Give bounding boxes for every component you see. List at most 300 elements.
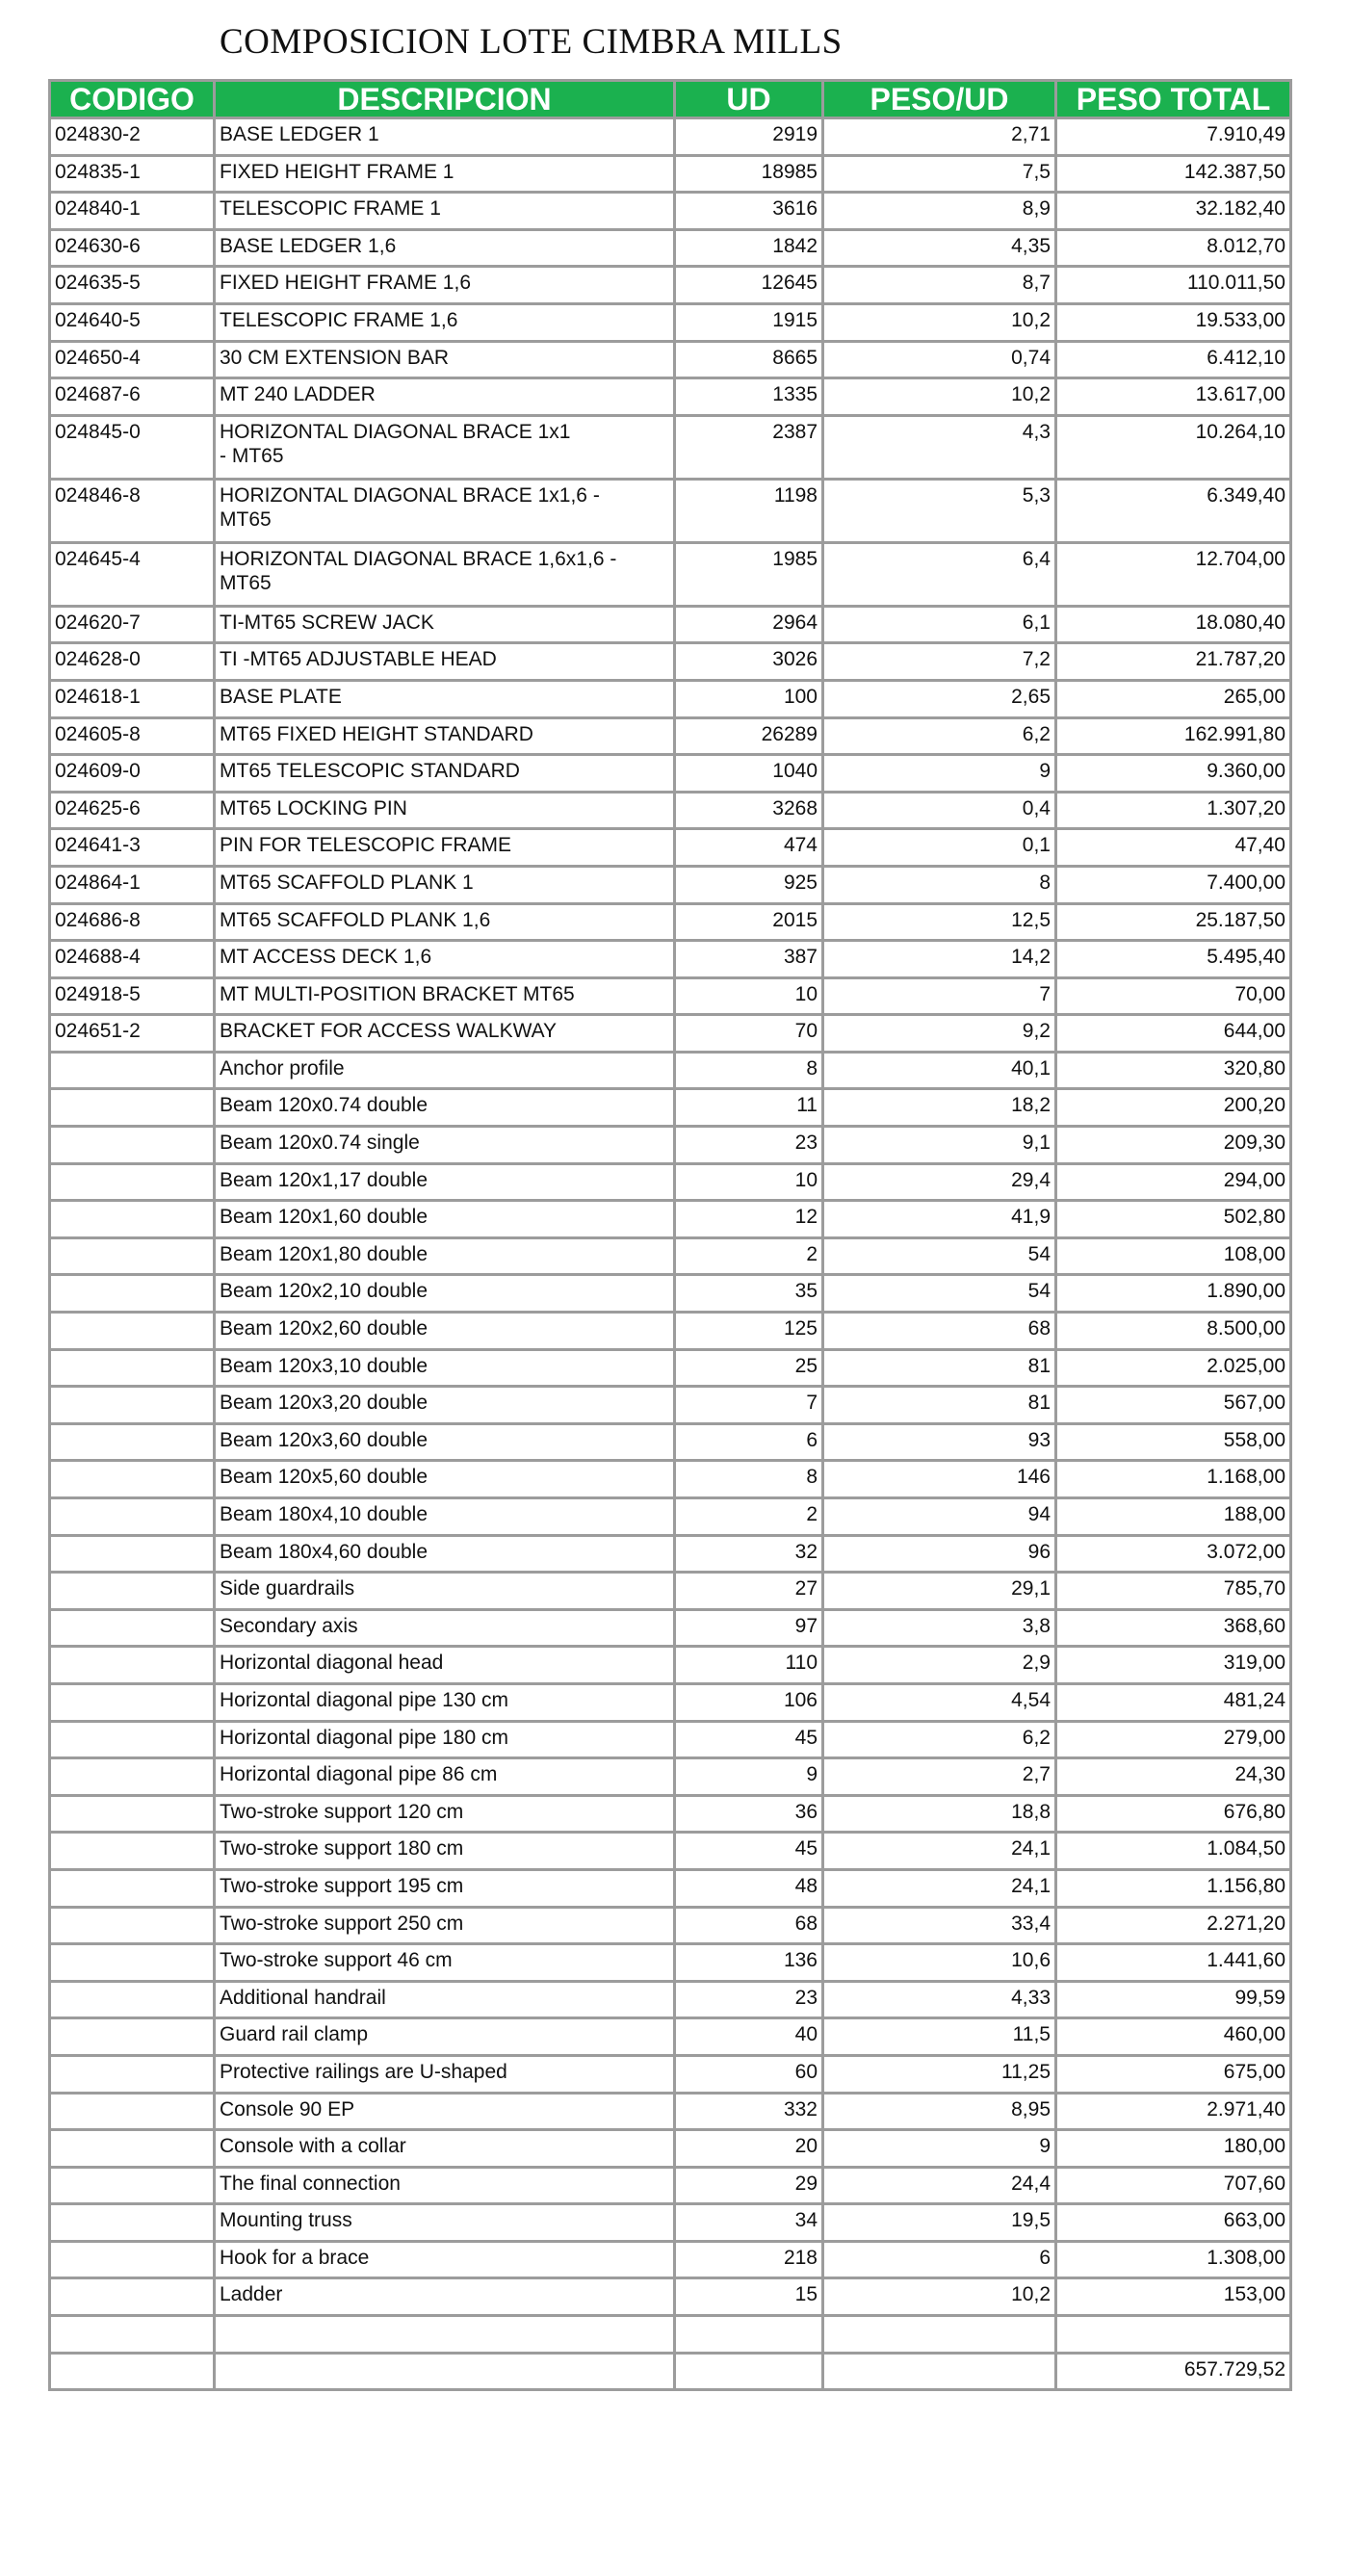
cell-ud: 8665 (676, 343, 821, 377)
cell-descripcion: HORIZONTAL DIAGONAL BRACE 1x1 - MT65 (216, 417, 673, 478)
cell-descripcion: TELESCOPIC FRAME 1 (216, 194, 673, 228)
cell-codigo: 024628-0 (51, 644, 213, 679)
cell-ud: 332 (676, 2095, 821, 2129)
cell-descripcion: Beam 180x4,60 double (216, 1537, 673, 1572)
cell-descripcion: Two-stroke support 180 cm (216, 1834, 673, 1868)
cell-descripcion: Horizontal diagonal head (216, 1648, 673, 1682)
cell-peso-total: 47,40 (1057, 830, 1289, 865)
cell-codigo (51, 2355, 213, 2389)
cell-codigo: 024686-8 (51, 905, 213, 940)
cell-peso-ud: 4,35 (824, 231, 1054, 266)
cell-ud: 6 (676, 1425, 821, 1460)
cell-peso-ud: 7,2 (824, 644, 1054, 679)
table-row (51, 719, 1289, 754)
cell-descripcion: Beam 120x2,10 double (216, 1276, 673, 1311)
cell-peso-ud: 11,25 (824, 2057, 1054, 2092)
cell-descripcion: Beam 120x3,10 double (216, 1351, 673, 1386)
cell-descripcion: Anchor profile (216, 1054, 673, 1088)
cell-ud: 1040 (676, 756, 821, 791)
cell-peso-total: 1.156,80 (1057, 1871, 1289, 1906)
cell-peso-ud: 4,54 (824, 1685, 1054, 1720)
cell-ud: 9 (676, 1759, 821, 1794)
cell-peso-total: 209,30 (1057, 1128, 1289, 1162)
cell-descripcion: Two-stroke support 46 cm (216, 1945, 673, 1980)
table-row (51, 2169, 1289, 2203)
cell-peso-ud: 24,1 (824, 1871, 1054, 1906)
cell-peso-ud: 2,65 (824, 682, 1054, 716)
cell-peso-total: 6.412,10 (1057, 343, 1289, 377)
cell-ud: 45 (676, 1723, 821, 1757)
cell-ud: 35 (676, 1276, 821, 1311)
cell-ud: 136 (676, 1945, 821, 1980)
cell-descripcion: HORIZONTAL DIAGONAL BRACE 1,6x1,6 - MT65 (216, 544, 673, 605)
cell-peso-total: 12.704,00 (1057, 544, 1289, 605)
cell-peso-total: 5.495,40 (1057, 942, 1289, 976)
cell-descripcion: Secondary axis (216, 1611, 673, 1646)
cell-codigo: 024688-4 (51, 942, 213, 976)
table-row (51, 1054, 1289, 1088)
table-row (51, 2131, 1289, 2166)
cell-codigo (51, 1165, 213, 1200)
cell-ud: 26289 (676, 719, 821, 754)
cell-ud: 23 (676, 1128, 821, 1162)
cell-peso-ud: 6,2 (824, 1723, 1054, 1757)
cell-peso-total: 7.910,49 (1057, 119, 1289, 154)
table-row (51, 2279, 1289, 2314)
cell-peso-total: 481,24 (1057, 1685, 1289, 1720)
cell-ud: 1915 (676, 305, 821, 340)
cell-peso-total: 32.182,40 (1057, 194, 1289, 228)
cell-peso-total: 6.349,40 (1057, 481, 1289, 541)
cell-peso-ud: 81 (824, 1388, 1054, 1422)
cell-codigo: 024651-2 (51, 1016, 213, 1051)
cell-peso-ud: 18,8 (824, 1797, 1054, 1832)
cell-codigo (51, 1574, 213, 1608)
cell-ud: 7 (676, 1388, 821, 1422)
cell-ud: 10 (676, 1165, 821, 1200)
cell-peso-ud: 146 (824, 1462, 1054, 1496)
table-row (51, 343, 1289, 377)
table-body (51, 119, 1289, 2388)
cell-peso-ud: 3,8 (824, 1611, 1054, 1646)
cell-ud: 32 (676, 1537, 821, 1572)
cell-peso-ud: 7 (824, 979, 1054, 1014)
cell-descripcion: Horizontal diagonal pipe 130 cm (216, 1685, 673, 1720)
cell-descripcion: Protective railings are U-shaped (216, 2057, 673, 2092)
cell-codigo: 024630-6 (51, 231, 213, 266)
table-row (51, 2205, 1289, 2240)
cell-peso-total: 180,00 (1057, 2131, 1289, 2166)
cell-peso-total: 279,00 (1057, 1723, 1289, 1757)
cell-descripcion: BASE PLATE (216, 682, 673, 716)
table-row (51, 1388, 1289, 1422)
cell-ud: 8 (676, 1054, 821, 1088)
table-row (51, 1574, 1289, 1608)
cell-peso-ud: 18,2 (824, 1090, 1054, 1125)
table-row (51, 1090, 1289, 1125)
table-row (51, 119, 1289, 154)
cell-peso-ud: 24,1 (824, 1834, 1054, 1868)
table-row (51, 1351, 1289, 1386)
cell-peso-ud: 8 (824, 868, 1054, 902)
table-row (51, 544, 1289, 605)
cell-peso-total: 1.084,50 (1057, 1834, 1289, 1868)
cell-peso-total: 153,00 (1057, 2279, 1289, 2314)
cell-peso-total: 2.971,40 (1057, 2095, 1289, 2129)
cell-peso-total: 2.025,00 (1057, 1351, 1289, 1386)
cell-descripcion: HORIZONTAL DIAGONAL BRACE 1x1,6 - MT65 (216, 481, 673, 541)
table-row (51, 1983, 1289, 2017)
cell-peso-total: 162.991,80 (1057, 719, 1289, 754)
cell-peso-ud: 10,6 (824, 1945, 1054, 1980)
header-peso-ud: PESO/UD (824, 82, 1054, 117)
table-row (51, 157, 1289, 192)
table-row (51, 1648, 1289, 1682)
cell-descripcion: TI -MT65 ADJUSTABLE HEAD (216, 644, 673, 679)
cell-descripcion: Beam 120x1,80 double (216, 1239, 673, 1274)
cell-ud: 100 (676, 682, 821, 716)
cell-peso-total: 676,80 (1057, 1797, 1289, 1832)
cell-descripcion: BASE LEDGER 1,6 (216, 231, 673, 266)
cell-ud: 3616 (676, 194, 821, 228)
table-row (51, 1128, 1289, 1162)
cell-ud: 8 (676, 1462, 821, 1496)
table-row (51, 1611, 1289, 1646)
cell-codigo (51, 1090, 213, 1125)
cell-ud: 60 (676, 2057, 821, 2092)
cell-descripcion: Beam 120x0.74 double (216, 1090, 673, 1125)
table-row (51, 979, 1289, 1014)
cell-codigo (51, 2057, 213, 2092)
cell-peso-total: 294,00 (1057, 1165, 1289, 1200)
cell-peso-total: 3.072,00 (1057, 1537, 1289, 1572)
table-row (51, 756, 1289, 791)
cell-codigo (51, 2279, 213, 2314)
cell-peso-ud: 11,5 (824, 2019, 1054, 2054)
cell-descripcion: Two-stroke support 120 cm (216, 1797, 673, 1832)
table-row (51, 794, 1289, 828)
table-row (51, 417, 1289, 478)
cell-peso-ud: 10,2 (824, 2279, 1054, 2314)
cell-descripcion: TELESCOPIC FRAME 1,6 (216, 305, 673, 340)
cell-peso-ud: 8,7 (824, 268, 1054, 302)
cell-codigo: 024625-6 (51, 794, 213, 828)
cell-codigo (51, 1945, 213, 1980)
cell-peso-total: 21.787,20 (1057, 644, 1289, 679)
cell-peso-ud: 8,95 (824, 2095, 1054, 2129)
header-row (51, 82, 1289, 117)
cell-descripcion: Beam 120x2,60 double (216, 1314, 673, 1348)
cell-peso-total: 24,30 (1057, 1759, 1289, 1794)
cell-descripcion: Two-stroke support 250 cm (216, 1909, 673, 1943)
cell-peso-total: 675,00 (1057, 2057, 1289, 2092)
cell-ud: 15 (676, 2279, 821, 2314)
cell-peso-ud: 4,33 (824, 1983, 1054, 2017)
cell-ud: 70 (676, 1016, 821, 1051)
cell-peso-total: 265,00 (1057, 682, 1289, 716)
cell-codigo (51, 1239, 213, 1274)
cell-peso-ud: 5,3 (824, 481, 1054, 541)
cell-peso-total: 1.308,00 (1057, 2243, 1289, 2277)
cell-ud: 3026 (676, 644, 821, 679)
cell-peso-total: 8.012,70 (1057, 231, 1289, 266)
cell-descripcion: Side guardrails (216, 1574, 673, 1608)
cell-descripcion: Guard rail clamp (216, 2019, 673, 2054)
cell-peso-ud: 54 (824, 1276, 1054, 1311)
cell-ud: 2015 (676, 905, 821, 940)
cell-ud: 3268 (676, 794, 821, 828)
cell-peso-total: 567,00 (1057, 1388, 1289, 1422)
table-row (51, 231, 1289, 266)
cell-descripcion: BRACKET FOR ACCESS WALKWAY (216, 1016, 673, 1051)
cell-ud: 45 (676, 1834, 821, 1868)
cell-ud: 29 (676, 2169, 821, 2203)
cell-peso-ud: 24,4 (824, 2169, 1054, 2203)
table-row (51, 268, 1289, 302)
cell-codigo: 024830-2 (51, 119, 213, 154)
header-descripcion: DESCRIPCION (216, 82, 673, 117)
cell-descripcion: Two-stroke support 195 cm (216, 1871, 673, 1906)
table-row (51, 1276, 1289, 1311)
cell-descripcion: MT 240 LADDER (216, 379, 673, 414)
table-row (51, 1016, 1289, 1051)
cell-peso-ud: 96 (824, 1537, 1054, 1572)
cell-codigo (51, 1351, 213, 1386)
cell-descripcion: Beam 180x4,10 double (216, 1499, 673, 1534)
cell-peso-ud: 6 (824, 2243, 1054, 2277)
cell-codigo (51, 1797, 213, 1832)
cell-descripcion: Beam 120x5,60 double (216, 1462, 673, 1496)
cell-codigo (51, 1462, 213, 1496)
table-row (51, 1537, 1289, 1572)
cell-codigo (51, 1202, 213, 1236)
cell-ud: 2964 (676, 608, 821, 642)
cell-codigo (51, 1425, 213, 1460)
cell-peso-ud: 0,4 (824, 794, 1054, 828)
cell-ud: 27 (676, 1574, 821, 1608)
cell-descripcion: MT MULTI-POSITION BRACKET MT65 (216, 979, 673, 1014)
cell-peso-total: 13.617,00 (1057, 379, 1289, 414)
cell-peso-ud: 14,2 (824, 942, 1054, 976)
cell-ud: 2 (676, 1499, 821, 1534)
page-title: COMPOSICION LOTE CIMBRA MILLS (220, 22, 843, 62)
cell-peso-ud: 2,71 (824, 119, 1054, 154)
cell-peso-ud (824, 2355, 1054, 2389)
cell-codigo (51, 2317, 213, 2352)
cell-ud: 18985 (676, 157, 821, 192)
cell-peso-total: 9.360,00 (1057, 756, 1289, 791)
cell-codigo: 024864-1 (51, 868, 213, 902)
cell-peso-ud: 10,2 (824, 379, 1054, 414)
cell-peso-total: 70,00 (1057, 979, 1289, 1014)
cell-ud: 25 (676, 1351, 821, 1386)
cell-codigo: 024835-1 (51, 157, 213, 192)
cell-codigo: 024687-6 (51, 379, 213, 414)
cell-ud: 2 (676, 1239, 821, 1274)
cell-peso-total: 368,60 (1057, 1611, 1289, 1646)
cell-descripcion: Ladder (216, 2279, 673, 2314)
table-row (51, 1239, 1289, 1274)
cell-peso-ud: 9 (824, 2131, 1054, 2166)
cell-descripcion: Console with a collar (216, 2131, 673, 2166)
table-row (51, 868, 1289, 902)
cell-peso-ud: 9 (824, 756, 1054, 791)
table-row (51, 2019, 1289, 2054)
cell-descripcion: PIN FOR TELESCOPIC FRAME (216, 830, 673, 865)
cell-peso-total: 644,00 (1057, 1016, 1289, 1051)
cell-peso-ud: 33,4 (824, 1909, 1054, 1943)
cell-codigo (51, 1314, 213, 1348)
cell-descripcion: Beam 120x1,17 double (216, 1165, 673, 1200)
cell-peso-total: 188,00 (1057, 1499, 1289, 1534)
cell-codigo (51, 2243, 213, 2277)
cell-codigo (51, 1871, 213, 1906)
cell-peso-ud: 9,1 (824, 1128, 1054, 1162)
cell-descripcion: MT65 SCAFFOLD PLANK 1 (216, 868, 673, 902)
cell-descripcion: Mounting truss (216, 2205, 673, 2240)
cell-codigo: 024645-4 (51, 544, 213, 605)
cell-codigo: 024609-0 (51, 756, 213, 791)
cell-descripcion: The final connection (216, 2169, 673, 2203)
cell-peso-ud: 0,74 (824, 343, 1054, 377)
cell-peso-ud: 6,1 (824, 608, 1054, 642)
table-row (51, 1723, 1289, 1757)
cell-codigo (51, 1834, 213, 1868)
cell-codigo: 024641-3 (51, 830, 213, 865)
cell-ud: 1335 (676, 379, 821, 414)
cell-descripcion: Beam 120x3,20 double (216, 1388, 673, 1422)
cell-peso-total: 707,60 (1057, 2169, 1289, 2203)
cell-ud: 387 (676, 942, 821, 976)
cell-ud: 218 (676, 2243, 821, 2277)
cell-peso-ud: 2,7 (824, 1759, 1054, 1794)
cell-peso-total: 1.168,00 (1057, 1462, 1289, 1496)
cell-ud (676, 2355, 821, 2389)
table-row (51, 379, 1289, 414)
cell-descripcion: MT ACCESS DECK 1,6 (216, 942, 673, 976)
cell-descripcion: Additional handrail (216, 1983, 673, 2017)
cell-ud: 1985 (676, 544, 821, 605)
cell-descripcion: Horizontal diagonal pipe 180 cm (216, 1723, 673, 1757)
cell-peso-total: 1.307,20 (1057, 794, 1289, 828)
table-row (51, 905, 1289, 940)
cell-peso-ud: 94 (824, 1499, 1054, 1534)
cell-ud: 10 (676, 979, 821, 1014)
cell-descripcion: Hook for a brace (216, 2243, 673, 2277)
cell-peso-ud: 68 (824, 1314, 1054, 1348)
cell-peso-ud (824, 2317, 1054, 2352)
cell-peso-total: 663,00 (1057, 2205, 1289, 2240)
cell-ud: 110 (676, 1648, 821, 1682)
cell-descripcion: 30 CM EXTENSION BAR (216, 343, 673, 377)
table-row (51, 1425, 1289, 1460)
cell-codigo: 024650-4 (51, 343, 213, 377)
cell-codigo: 024640-5 (51, 305, 213, 340)
table-row (51, 1202, 1289, 1236)
cell-codigo (51, 1499, 213, 1534)
cell-ud (676, 2317, 821, 2352)
cell-ud: 1198 (676, 481, 821, 541)
table-row (51, 830, 1289, 865)
cell-peso-ud: 0,1 (824, 830, 1054, 865)
cell-ud: 36 (676, 1797, 821, 1832)
cell-peso-total: 1.441,60 (1057, 1945, 1289, 1980)
header-codigo: CODIGO (51, 82, 213, 117)
cell-ud: 2919 (676, 119, 821, 154)
header-ud: UD (676, 82, 821, 117)
table-row (51, 942, 1289, 976)
cell-descripcion (216, 2355, 673, 2389)
cell-peso-total: 142.387,50 (1057, 157, 1289, 192)
cell-codigo: 024605-8 (51, 719, 213, 754)
cell-codigo (51, 2131, 213, 2166)
table-row (51, 644, 1289, 679)
cell-peso-total: 657.729,52 (1057, 2355, 1289, 2389)
cell-peso-ud: 93 (824, 1425, 1054, 1460)
cell-peso-total: 110.011,50 (1057, 268, 1289, 302)
table-row (51, 1685, 1289, 1720)
cell-peso-total: 19.533,00 (1057, 305, 1289, 340)
cell-ud: 68 (676, 1909, 821, 1943)
cell-codigo (51, 1388, 213, 1422)
cell-peso-total (1057, 2317, 1289, 2352)
cell-peso-total: 25.187,50 (1057, 905, 1289, 940)
cell-peso-total: 200,20 (1057, 1090, 1289, 1125)
cell-codigo (51, 1909, 213, 1943)
cell-codigo: 024846-8 (51, 481, 213, 541)
cell-codigo (51, 1648, 213, 1682)
cell-ud: 11 (676, 1090, 821, 1125)
cell-descripcion: Beam 120x0.74 single (216, 1128, 673, 1162)
cell-peso-ud: 10,2 (824, 305, 1054, 340)
cell-codigo (51, 1759, 213, 1794)
cell-codigo: 024620-7 (51, 608, 213, 642)
cell-descripcion: BASE LEDGER 1 (216, 119, 673, 154)
table-row (51, 1462, 1289, 1496)
cell-ud: 1842 (676, 231, 821, 266)
cell-peso-ud: 19,5 (824, 2205, 1054, 2240)
cell-peso-total: 10.264,10 (1057, 417, 1289, 478)
cell-ud: 106 (676, 1685, 821, 1720)
cell-codigo (51, 1611, 213, 1646)
cell-peso-ud: 8,9 (824, 194, 1054, 228)
cell-codigo: 024845-0 (51, 417, 213, 478)
cell-ud: 97 (676, 1611, 821, 1646)
cell-peso-ud: 41,9 (824, 1202, 1054, 1236)
cell-peso-total: 7.400,00 (1057, 868, 1289, 902)
inventory-table (48, 79, 1292, 2391)
cell-descripcion (216, 2317, 673, 2352)
cell-ud: 925 (676, 868, 821, 902)
cell-peso-ud: 2,9 (824, 1648, 1054, 1682)
table-row (51, 1499, 1289, 1534)
cell-descripcion: Horizontal diagonal pipe 86 cm (216, 1759, 673, 1794)
cell-codigo (51, 1054, 213, 1088)
cell-peso-ud: 29,1 (824, 1574, 1054, 1608)
cell-peso-total: 558,00 (1057, 1425, 1289, 1460)
cell-peso-total: 1.890,00 (1057, 1276, 1289, 1311)
cell-descripcion: Beam 120x1,60 double (216, 1202, 673, 1236)
cell-peso-total: 99,59 (1057, 1983, 1289, 2017)
cell-descripcion: MT65 FIXED HEIGHT STANDARD (216, 719, 673, 754)
cell-ud: 12645 (676, 268, 821, 302)
table-row (51, 1945, 1289, 1980)
cell-ud: 2387 (676, 417, 821, 478)
cell-codigo: 024618-1 (51, 682, 213, 716)
cell-codigo (51, 2019, 213, 2054)
table-row (51, 1797, 1289, 1832)
cell-descripcion: FIXED HEIGHT FRAME 1,6 (216, 268, 673, 302)
